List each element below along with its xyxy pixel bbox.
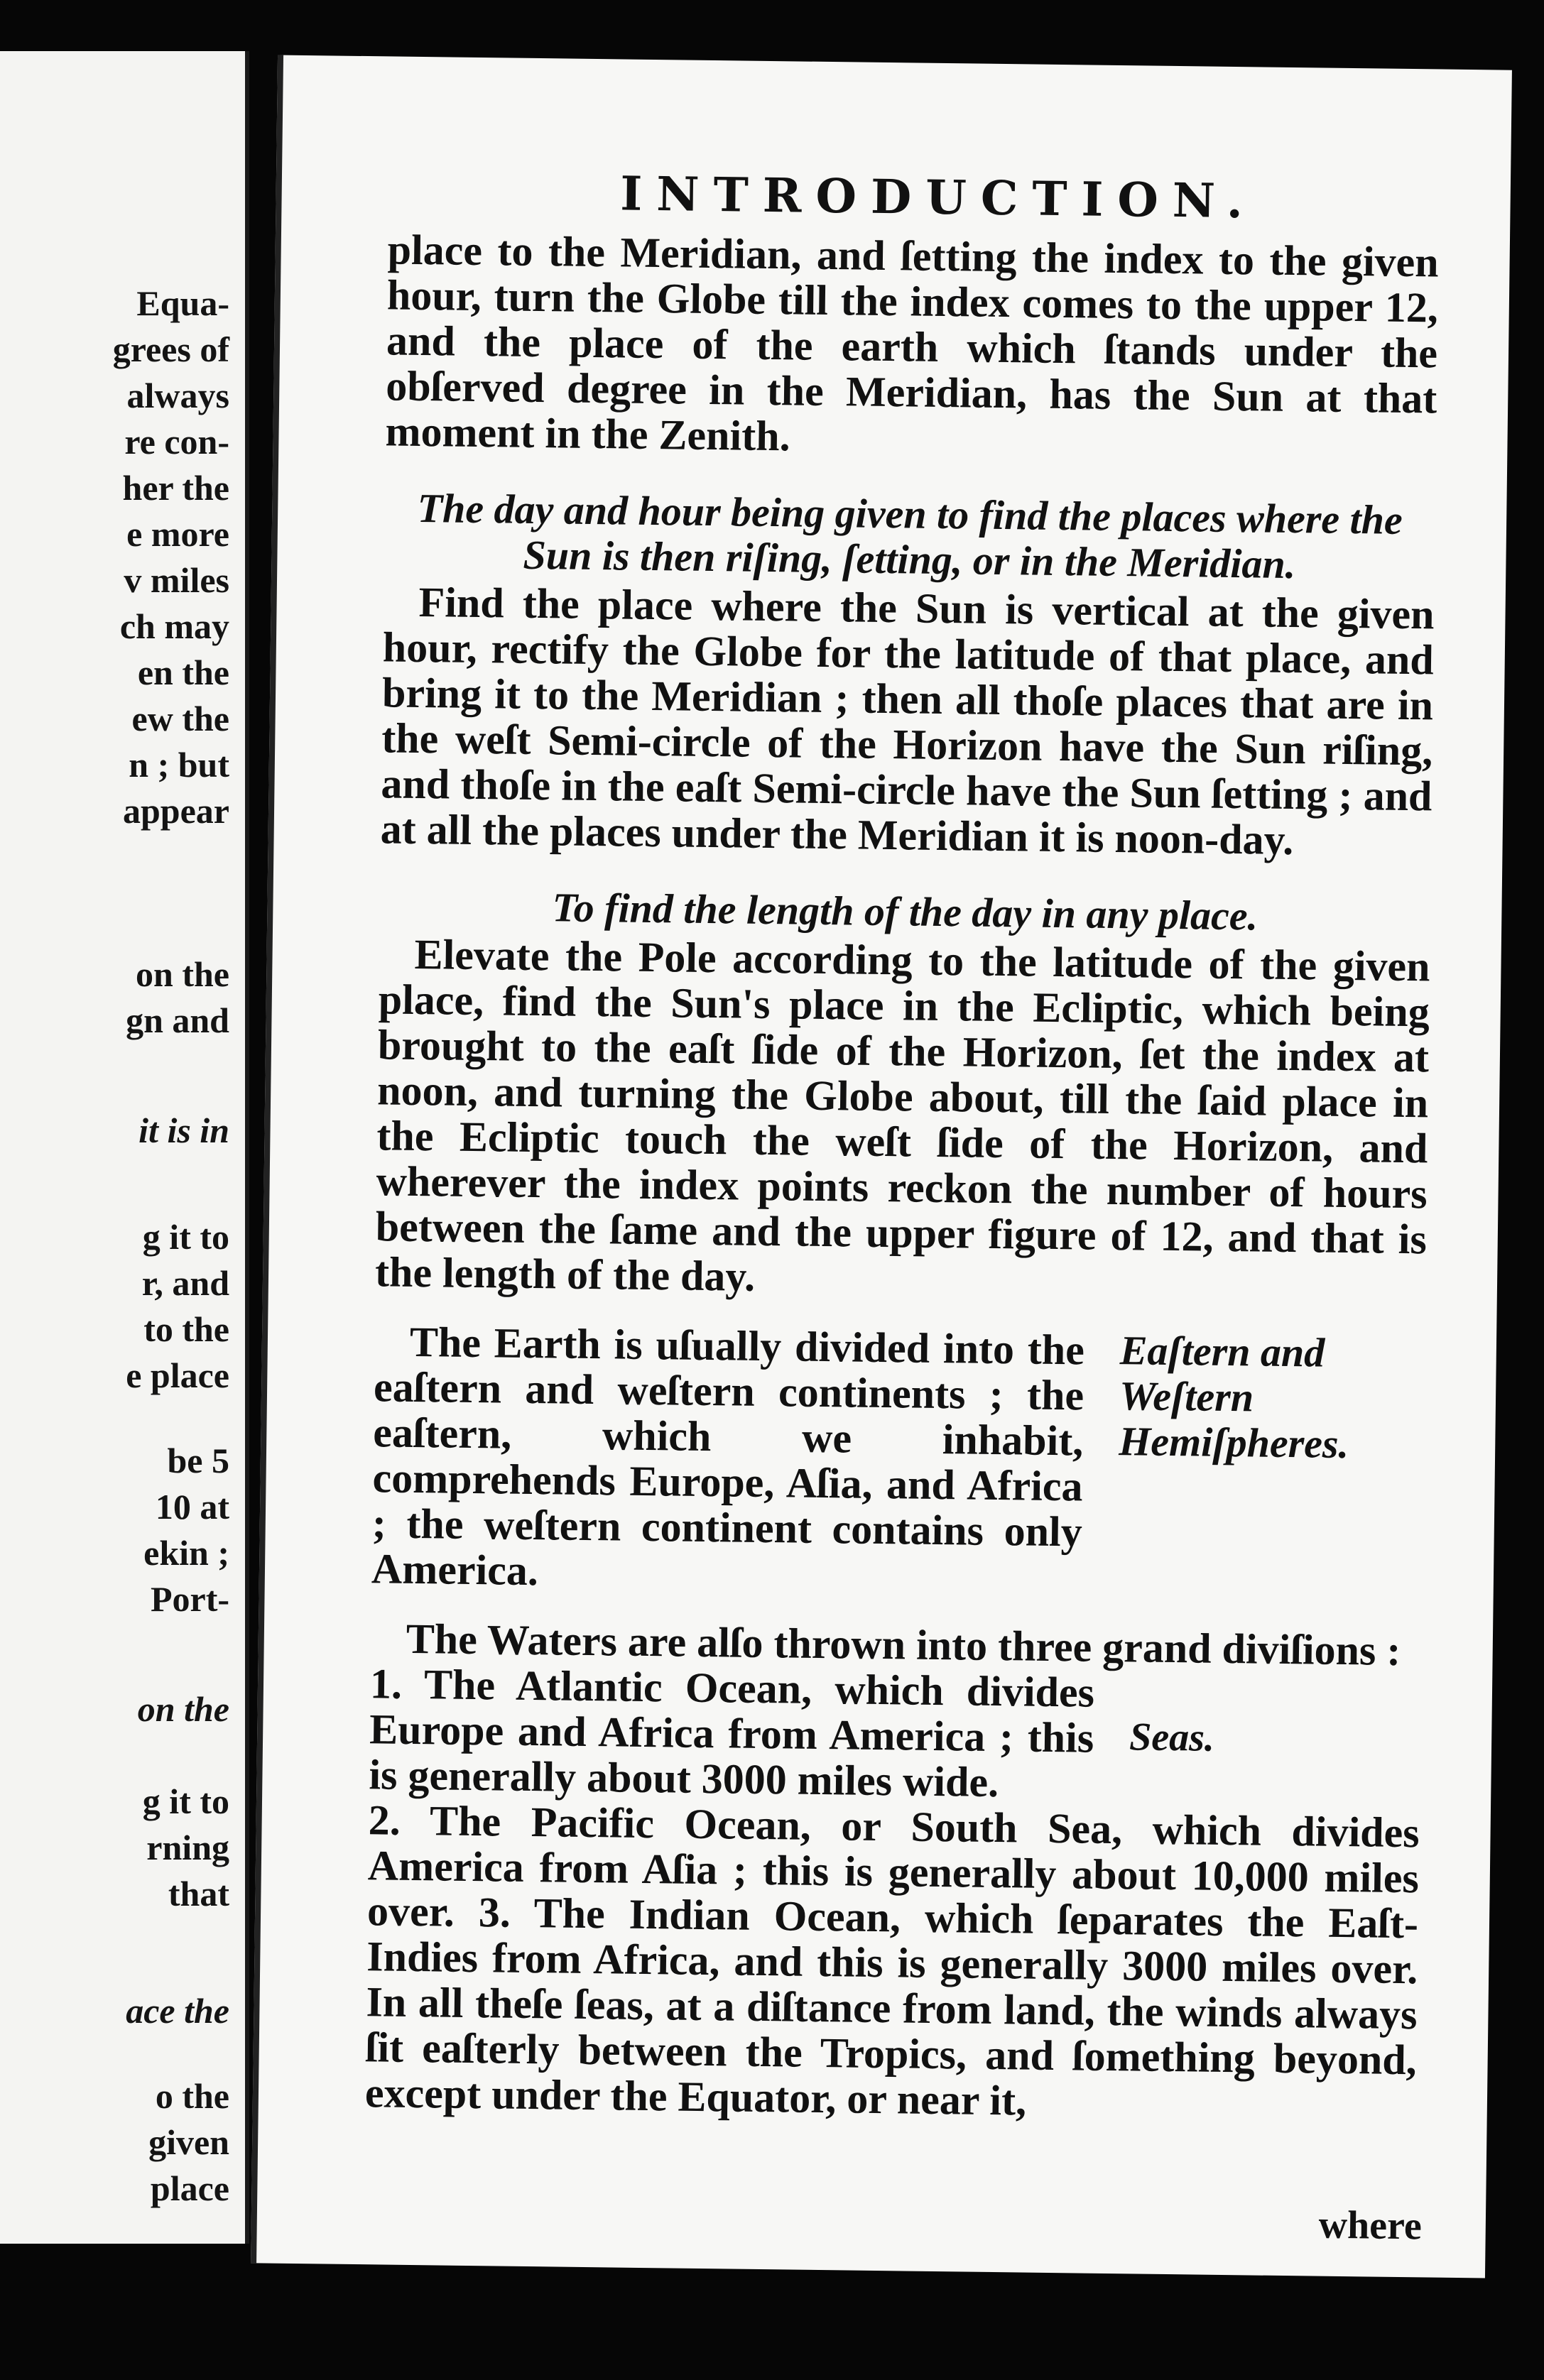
paragraph-continents: The Earth is uſually divided into the eaſtern and weſtern continents ; the eaſtern, which we inhabit, comprehends Europe, Aſia, and Africa ; the weſtern continent contains only America. — [371, 1318, 1085, 1595]
left-page-line: on the — [137, 1689, 229, 1729]
book-page — [251, 55, 1512, 2278]
left-page-line: ew the — [131, 699, 229, 738]
page-body — [365, 226, 1439, 2128]
left-page-line: ch may — [119, 606, 229, 646]
left-page-line: grees of — [112, 329, 229, 369]
paragraph-sun-rising: Find the place where the Sun is vertical at the given hour, rectify the Globe for the latitude of that place, and bring it to the Meridian ; then all thoſe places that are in the weſt Semi-circle of the Horizon have the Sun riſing, and thoſe in the eaſt Semi-circle have the Sun ſetting ; and at all the places under the Meridian it is noon-day. — [380, 578, 1435, 864]
left-page-line: g it to — [142, 1781, 229, 1821]
left-page-line: Port- — [150, 1579, 229, 1619]
paragraph-day-length: Elevate the Pole according to the latitude of the given place, find the Sun's place in the Ecliptic, which being brought to the eaſt ſide of the Horizon, ſet the index at noon, and turning the Globe about, till the ſaid place in the Ecliptic touch the weſt ſide of the Horizon, and wherever the index points reckon the number of hours between the ſame and the upper figure of 12, and that is the length of the day. — [374, 930, 1430, 1300]
left-page-line: appear — [123, 791, 229, 831]
left-page-line: to the — [143, 1309, 229, 1349]
left-page-line: n ; but — [129, 745, 229, 785]
left-page-line: rning — [146, 1828, 229, 1867]
paragraph-continuation: place to the Meridian, and ſetting the index to the given hour, turn the Globe till the index comes to the upper 12, and the place of the earth which ſtands under the obſerved degree in the Meridian, has the Sun at that moment in the Zenith. — [385, 226, 1440, 460]
left-page-line: e more — [126, 514, 229, 554]
left-page-line: en the — [137, 653, 229, 692]
left-page-line: her the — [122, 468, 229, 508]
left-page-line: e place — [126, 1355, 229, 1395]
margin-note-seas: Seas. — [1129, 1715, 1215, 1760]
running-header: INTRODUCTION. — [619, 165, 1258, 229]
paragraph-atlantic: 1. The Atlantic Ocean, which divides Europe and Africa from America ; this is generally about 3000 miles wide. — [369, 1660, 1095, 1806]
left-page-line: ace the — [126, 1991, 229, 2031]
paragraph-waters-intro: The Waters are alſo thrown into three grand diviſions : — [406, 1615, 1401, 1674]
left-page-line: be 5 — [167, 1441, 229, 1480]
left-page-line: place — [150, 2168, 229, 2208]
left-page-line: always — [126, 376, 229, 415]
section-heading-day-length: To find the length of the day in any place. — [552, 884, 1258, 939]
left-page-line: gn and — [126, 1000, 229, 1040]
hemispheres-section — [371, 1319, 1426, 1604]
previous-page-fragment — [0, 51, 249, 2244]
margin-note-hemispheres: Eaſtern and Weſtern Hemiſpheres. — [1118, 1327, 1349, 1468]
left-page-line: it is in — [138, 1110, 229, 1150]
left-page-line: re con- — [124, 422, 229, 462]
left-page-line: r, and — [141, 1263, 229, 1303]
left-page-line: v miles — [124, 560, 229, 600]
gutter-mark — [132, 1839, 146, 1853]
paragraph-oceans: 2. The Pacific Ocean, or South Sea, which divides America from Aſia ; this is generally about 10,000 miles over. 3. The Indian Ocean, which ſeparates the Eaſt-Indies from Africa, and this is generally 3000 miles over. In all theſe ſeas, at a diſtance from land, the winds always ſit eaſterly between the Tropics, and ſomething beyond, except under the Equator, or near it, — [364, 1796, 1420, 2124]
seas-section — [369, 1661, 1421, 1810]
left-page-line: on the — [136, 954, 229, 994]
left-page-line: o the — [155, 2076, 229, 2116]
catchword: where — [1318, 2202, 1423, 2249]
section-heading-sun-rising: The day and hour being given to find the places where the Sun is then riſing, ſetting, or in the Meridian. — [417, 484, 1403, 588]
left-page-line: ekin ; — [143, 1533, 229, 1573]
left-page-line: that — [168, 1874, 229, 1914]
left-page-line: given — [148, 2122, 229, 2162]
left-page-line: g it to — [142, 1217, 229, 1257]
left-page-line: Equa- — [136, 283, 229, 323]
left-page-line: 10 at — [155, 1487, 229, 1527]
